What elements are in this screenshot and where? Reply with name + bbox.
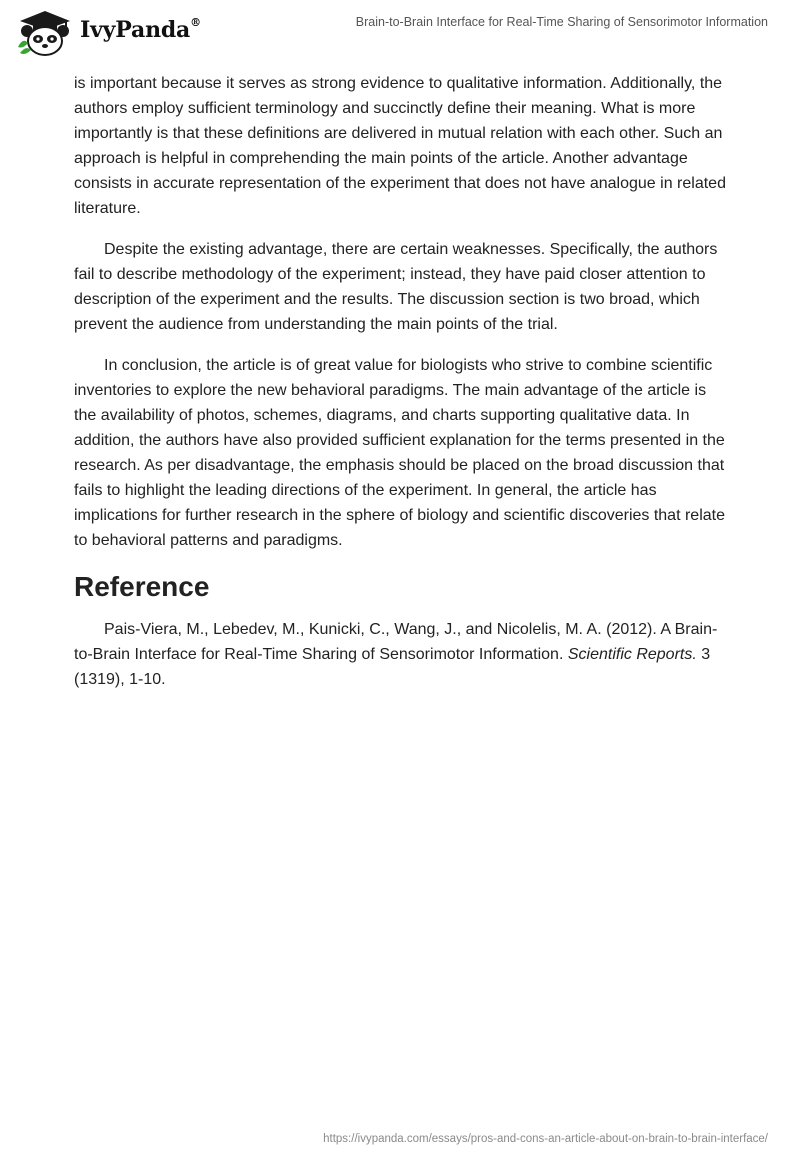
document-title: Brain-to-Brain Interface for Real-Time Sharing of Sensorimotor Information — [355, 15, 768, 29]
brand-name: IvyPanda® — [80, 15, 201, 43]
paragraph-conclusion: In conclusion, the article is of great value for biologists who strive to combine scientific inventories to explore the new behavioral paradigms. The main advantage of the article is the availability of photos, schemes, diagrams, and charts supporting qualitative data. In addition, the authors have also provided sufficient explanation for the terms presented in the research. As per disadvantage, the emphasis should be placed on the broad discussion that fails to highlight the leading directions of the experiment. In general, the article has implications for further research in the sphere of biology and scientific discoveries that relate to behavioral patterns and paradigms. — [74, 357, 725, 549]
page-header — [0, 0, 800, 70]
paragraph-continuation: is important because it serves as strong evidence to qualitative information. Additionally, the authors employ sufficient terminology and succinctly define their meaning. What is more importantly is that these definitions are delivered in mutual relation with each other. Such an approach is helpful in comprehending the main points of the article. Another advantage consists in accurate representation of the experiment that does not have analogue in related literature. — [74, 75, 726, 217]
essay-body — [74, 71, 726, 692]
footer-url[interactable]: https://ivypanda.com/essays/pros-and-cons-an-article-about-on-brain-to-brain-interface/ — [323, 1133, 768, 1145]
panda-logo-icon — [14, 9, 76, 57]
paragraph-weaknesses: Despite the existing advantage, there are certain weaknesses. Specifically, the authors fail to describe methodology of the experiment; instead, they have paid closer attention to description of the experiment and the results. The discussion section is two broad, which prevent the audience from understanding the main points of the trial. — [74, 241, 718, 333]
reference-heading: Reference — [74, 571, 210, 602]
reference-entry: Pais-Viera, M., Lebedev, M., Kunicki, C., Wang, J., and Nicolelis, M. A. (2012). A Brain-to-Brain Interface for Real-Time Sharing of Sensorimotor Information. Scientific Reports. 3 (1319), 1-10. — [74, 621, 718, 688]
